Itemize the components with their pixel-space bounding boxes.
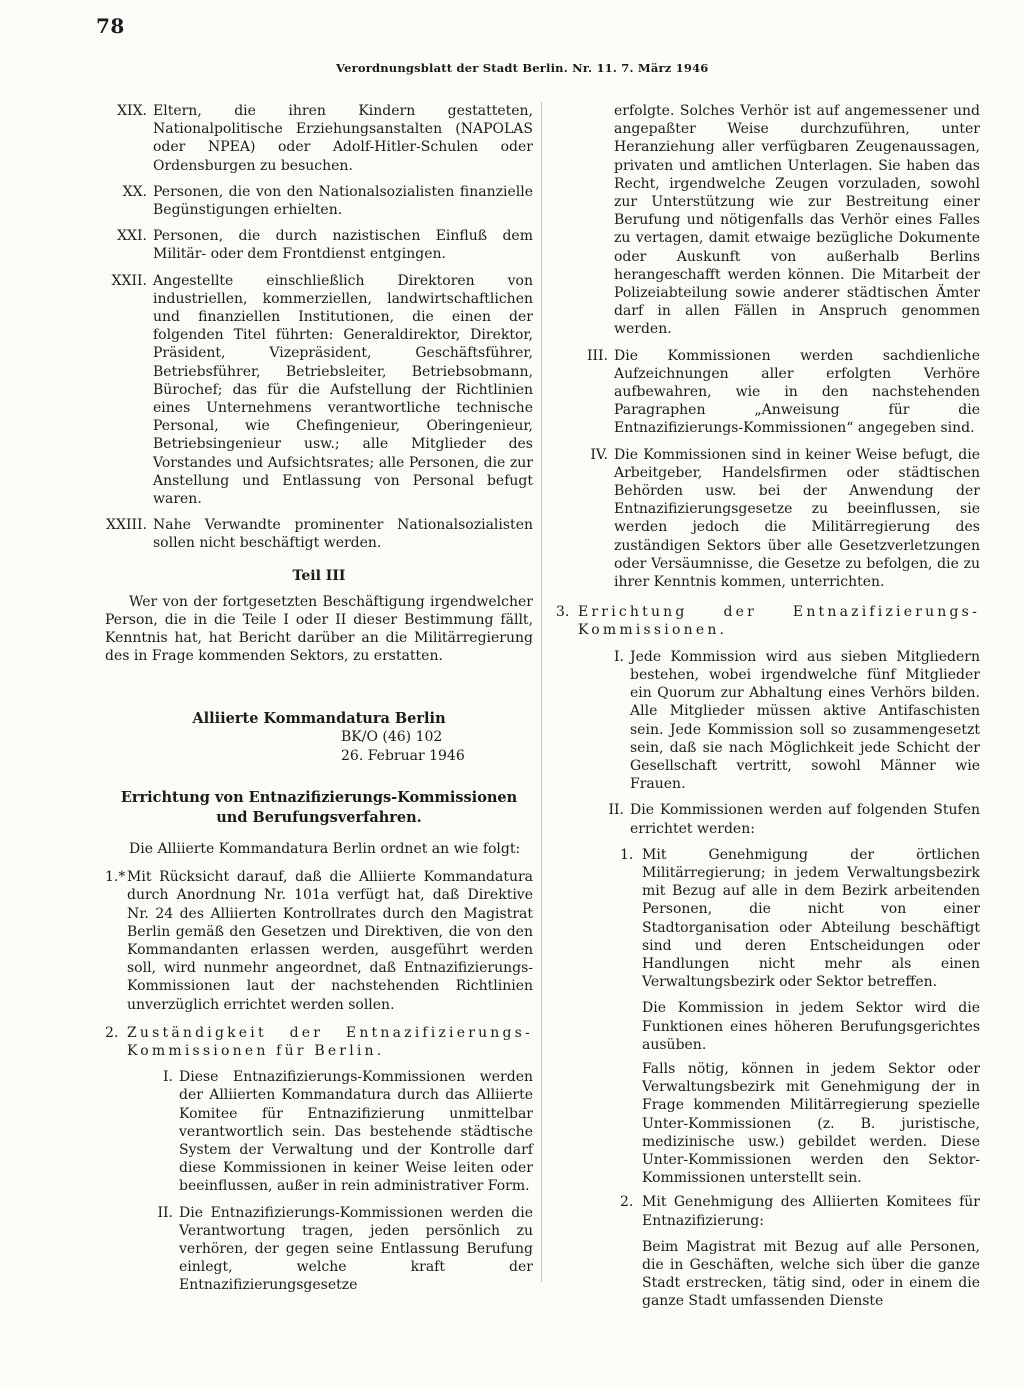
continuation-text: erfolgte. Solches Verhör ist auf angemessener und angepaßter Weise durchzuführen, unter Heranziehung aller verfügbaren Zeugenaussagen, privaten und amtlichen Unterlagen. Sie haben das Recht, irgendwelche Zeugen vorzuladen, sowohl zur Unterstützung wie zur Bestreitung einer Berufung und nötigenfalls das Verhör eines Falles zu vertagen, damit etwaige bezügliche Dokumente oder Auskunft von außerhalb Berlins herangeschafft werden können. Die Mitarbeit der Polizeiabteilung sowie anderer städtischen Ämter darf in allen Fällen in Anspruch genommen werden. bbox=[614, 103, 980, 338]
item-number: II. bbox=[157, 1204, 173, 1221]
issuer-heading: Alliierte Kommandatura Berlin bbox=[192, 709, 446, 727]
paragraph-title: Zuständigkeit der Entnazifizierungs-Kommissionen für Berlin. bbox=[127, 1024, 533, 1059]
item-text: Diese Entnazifizierungs-Kommissionen werden der Alliierten Kommandatura durch das Alliierte Komitee für Entnazifizierung unmittelbar verantwortlich sein. Das bestehende städtische System der Verwaltung und der Kontrolle darf diese Kommissionen in keiner Weise leiten oder beeinflussen, außer in rein administrativer Form. bbox=[179, 1069, 533, 1195]
item-number: I. bbox=[614, 648, 624, 665]
right-column bbox=[556, 102, 980, 1317]
list-item bbox=[596, 801, 980, 837]
item-number: XIX. bbox=[117, 103, 147, 119]
item-number: XXII. bbox=[111, 272, 147, 289]
sub-paragraph: Die Kommission in jedem Sektor wird die Funktionen eines höheren Berufungsgerichtes ausüben. bbox=[642, 1000, 980, 1053]
item-number: III. bbox=[586, 347, 608, 364]
list-item bbox=[580, 347, 980, 438]
item-text: Mit Genehmigung der örtlichen Militärregierung; in jedem Verwaltungsbezirk mit Bezug auf alle in dem Bezirk arbeitenden Personen, die nicht von einer Stadtorganisation oder Abteilung beschäftigt sind und deren Entscheidungen oder Handlungen nicht mehr als einen Verwaltungsbezirk oder Sektor betreffen. bbox=[642, 846, 980, 991]
item-text: Eltern, die ihren Kindern gestatteten, Nationalpolitische Erziehungsanstalten (NAPOLAS oder NPEA) oder Adolf-Hitler-Schulen oder Ordensburgen zu besuchen. bbox=[153, 103, 533, 174]
paragraph-number: 3. bbox=[556, 604, 570, 621]
list-item bbox=[145, 1068, 533, 1195]
list-item bbox=[580, 446, 980, 592]
list-item bbox=[596, 648, 980, 794]
column-divider bbox=[541, 102, 542, 1282]
section-heading: Teil III bbox=[292, 567, 346, 584]
item-text: Die Kommissionen werden sachdienliche Aufzeichnungen aller erfolgten Verhöre aufbewahren, wie in den nachstehenden Paragraphen „Anweisung für die Entnazifizierungs-Kommissionen“ angegeben sind. bbox=[614, 347, 980, 437]
item-number: IV. bbox=[590, 446, 608, 463]
numbered-paragraph bbox=[105, 868, 533, 1014]
numbered-paragraph bbox=[105, 1024, 533, 1060]
page-number: 78 bbox=[96, 14, 125, 38]
reference-date: 26. Februar 1946 bbox=[341, 747, 465, 764]
item-number: II. bbox=[608, 802, 624, 819]
item-number: XXI. bbox=[117, 228, 147, 245]
reference-number: BK/O (46) 102 bbox=[341, 728, 443, 745]
item-text: Personen, die durch nazistischen Einfluß dem Militär- oder dem Frontdienst entgingen. bbox=[153, 228, 533, 263]
item-text: Die Kommissionen werden auf folgenden Stufen errichtet werden: bbox=[630, 802, 980, 837]
item-number: I. bbox=[163, 1069, 173, 1086]
item-text: Mit Genehmigung des Alliierten Komitees für Entnazifizierung: bbox=[642, 1194, 980, 1229]
item-text: Nahe Verwandte prominenter Nationalsozialisten sollen nicht beschäftigt werden. bbox=[153, 517, 533, 552]
paragraph-number: 1.* bbox=[105, 869, 126, 886]
paragraph-title: Errichtung der Entnazifizierungs-Kommissionen. bbox=[578, 604, 980, 639]
running-title: Verordnungsblatt der Stadt Berlin. Nr. 11. 7. März 1946 bbox=[336, 61, 709, 75]
section-paragraph: Wer von der fortgesetzten Beschäftigung irgendwelcher Person, die in die Teile I oder II dieser Bestimmung fällt, Kenntnis hat, hat Bericht darüber an die Militärregierung des in Frage kommenden Sektors, zu erstatten. bbox=[105, 593, 533, 665]
paragraph-number: 2. bbox=[105, 1024, 119, 1041]
intro-paragraph: Die Alliierte Kommandatura Berlin ordnet an wie folgt: bbox=[129, 840, 521, 857]
list-item bbox=[105, 516, 533, 552]
list-item bbox=[105, 183, 533, 219]
left-column bbox=[105, 102, 533, 1303]
list-item bbox=[105, 272, 533, 509]
list-item bbox=[620, 1193, 980, 1229]
item-text: Die Entnazifizierungs-Kommissionen werden die Verantwortung tragen, jeden persönlich zu verhören, der gegen seine Entlassung Berufung einlegt, welche kraft der Entnazifizierungsgesetze bbox=[179, 1204, 533, 1294]
paragraph-text: Mit Rücksicht darauf, daß die Alliierte Kommandatura durch Anordnung Nr. 101a verfügt hat, daß Direktive Nr. 24 des Alliierten Kontrollrates durch den Magistrat Berlin gemäß den Gesetzen und Direktiven, die von den Kommandanten erlassen werden, ausgeführt werden soll, wird nunmehr angeordnet, daß Entnazifizierungs-Kommissionen laut der nachstehenden Richtlinien unverzüglich errichtet werden sollen. bbox=[127, 869, 533, 1013]
item-text: Jede Kommission wird aus sieben Mitgliedern bestehen, wobei irgendwelche fünf Mitglieder ein Quorum zur Abhaltung eines Verhörs bilden. Alle Mitglieder müssen aktive Antifaschisten sein. Jede Kommission soll so zusammengesetzt sein, daß sie nach Möglichkeit jede Schicht der Gesellschaft vertritt, sowohl Männer wie Frauen. bbox=[630, 648, 980, 793]
document-title: Errichtung von Entnazifizierungs-Kommissionen und Berufungsverfahren. bbox=[120, 788, 518, 826]
item-text: Personen, die von den Nationalsozialisten finanzielle Begünstigungen erhielten. bbox=[153, 183, 533, 219]
item-number: 2. bbox=[620, 1194, 634, 1211]
sub-paragraph: Beim Magistrat mit Bezug auf alle Personen, die in Geschäften, welche sich über die ganze Stadt erstrecken, tätig sind, oder in einem die ganze Stadt umfassenden Dienste bbox=[642, 1238, 980, 1310]
list-item bbox=[105, 102, 533, 175]
item-text: Angestellte einschließlich Direktoren von industriellen, kommerziellen, landwirtschaftlichen und finanziellen Institutionen, die einen der folgenden Titel führten: Generaldirektor, Direktor, Präsident, Vizepräsident, Geschäftsführer, Betriebsführer, Betriebsleiter, Betriebsobmann, Bürochef; das für die Aufstellung der Richtlinien eines Unternehmens verantwortliche technische Personal, wie Chefingenieur, Oberingenieur, Betriebsingenieur usw.; alle Mitglieder des Vorstandes und Aufsichtsrates; alle Personen, die zur Anstellung und Entlassung von Personal befugt waren. bbox=[153, 272, 533, 508]
list-item bbox=[105, 227, 533, 263]
sub-paragraph: Falls nötig, können in jedem Sektor oder Verwaltungsbezirk mit Genehmigung der in Frage kommenden Militärregierung spezielle Unter-Kommissionen (z. B. juristische, medizinische usw.) gebildet werden. Diese Unter-Kommissionen werden den Sektor-Kommissionen unterstellt sein. bbox=[642, 1060, 980, 1187]
item-number: 1. bbox=[620, 846, 634, 863]
item-number: XX. bbox=[122, 183, 147, 200]
item-number: XXIII. bbox=[106, 517, 147, 534]
numbered-paragraph bbox=[556, 603, 980, 639]
list-item bbox=[620, 846, 980, 992]
item-text: Die Kommissionen sind in keiner Weise befugt, die Arbeitgeber, Handelsfirmen oder städtischen Behörden usw. bei der Anwendung der Entnazifizierungsgesetze zu beeinflussen, sie werden jedoch die Militärregierung des zuständigen Sektors über alle Gesetzverletzungen oder Versäumnisse, die Gesetze zu befolgen, die zu ihrer Kenntnis kommen, unterrichten. bbox=[614, 446, 980, 591]
list-item bbox=[145, 1204, 533, 1295]
